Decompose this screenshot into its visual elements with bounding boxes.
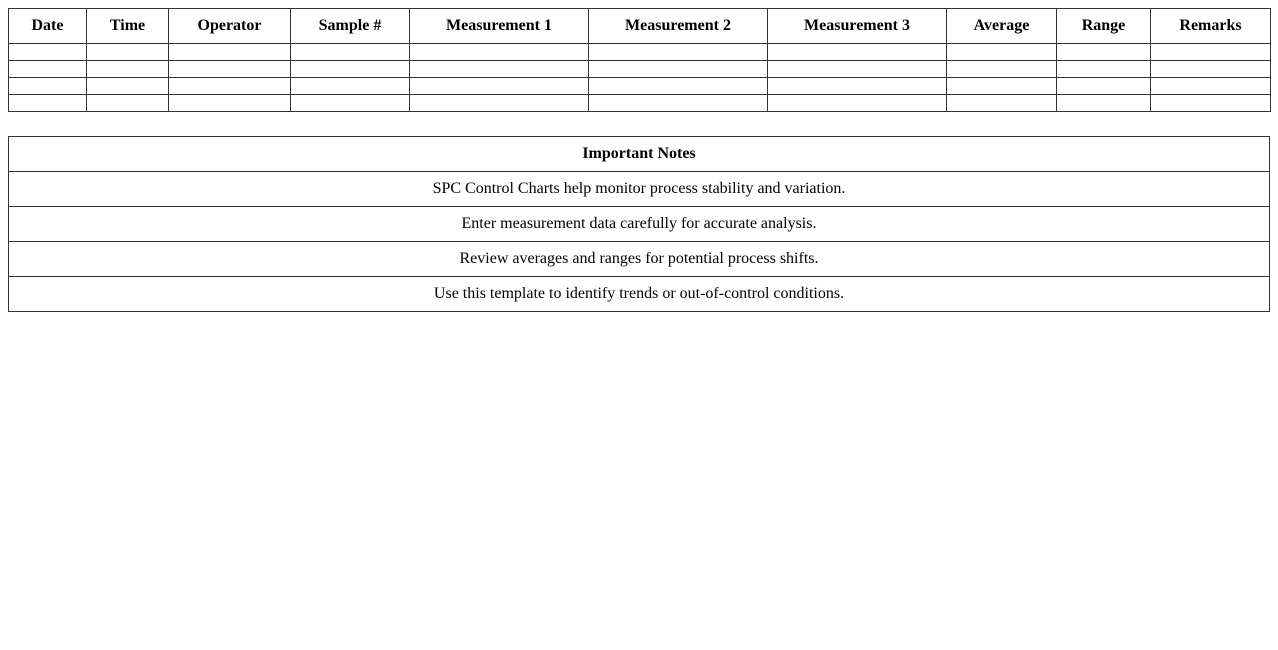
table-cell[interactable] (410, 78, 589, 95)
note-text: Use this template to identify trends or out-of-control conditions. (9, 277, 1270, 312)
table-cell[interactable] (947, 44, 1057, 61)
table-cell[interactable] (87, 44, 169, 61)
note-text: SPC Control Charts help monitor process stability and variation. (9, 172, 1270, 207)
table-cell[interactable] (589, 44, 768, 61)
table-cell[interactable] (768, 44, 947, 61)
table-cell[interactable] (1057, 78, 1151, 95)
note-row (9, 207, 1270, 242)
table-cell[interactable] (291, 61, 410, 78)
table-row (9, 61, 1271, 78)
table-cell[interactable] (9, 44, 87, 61)
table-cell[interactable] (410, 61, 589, 78)
table-header-row (9, 9, 1271, 44)
table-cell[interactable] (410, 44, 589, 61)
table-cell[interactable] (9, 61, 87, 78)
note-row (9, 277, 1270, 312)
column-header-operator: Operator (169, 9, 291, 44)
table-cell[interactable] (87, 61, 169, 78)
table-row (9, 95, 1271, 112)
note-row (9, 242, 1270, 277)
table-cell[interactable] (768, 61, 947, 78)
table-cell[interactable] (1057, 44, 1151, 61)
table-cell[interactable] (589, 61, 768, 78)
notes-title: Important Notes (9, 137, 1270, 172)
column-header-range: Range (1057, 9, 1151, 44)
table-cell[interactable] (1151, 44, 1271, 61)
table-cell[interactable] (9, 95, 87, 112)
note-text: Enter measurement data carefully for accurate analysis. (9, 207, 1270, 242)
table-cell[interactable] (589, 95, 768, 112)
measurement-log-table (8, 8, 1271, 112)
note-row (9, 172, 1270, 207)
table-cell[interactable] (291, 78, 410, 95)
table-cell[interactable] (1151, 61, 1271, 78)
table-cell[interactable] (87, 78, 169, 95)
table-cell[interactable] (947, 61, 1057, 78)
table-cell[interactable] (169, 95, 291, 112)
table-cell[interactable] (87, 95, 169, 112)
notes-header-row (9, 137, 1270, 172)
table-cell[interactable] (291, 44, 410, 61)
table-cell[interactable] (768, 78, 947, 95)
column-header-average: Average (947, 9, 1057, 44)
table-cell[interactable] (169, 61, 291, 78)
table-cell[interactable] (589, 78, 768, 95)
note-text: Review averages and ranges for potential process shifts. (9, 242, 1270, 277)
column-header-measurement-2: Measurement 2 (589, 9, 768, 44)
table-cell[interactable] (1151, 78, 1271, 95)
table-cell[interactable] (1057, 95, 1151, 112)
column-header-date: Date (9, 9, 87, 44)
column-header-measurement-1: Measurement 1 (410, 9, 589, 44)
table-row (9, 44, 1271, 61)
table-cell[interactable] (169, 44, 291, 61)
table-cell[interactable] (9, 78, 87, 95)
table-cell[interactable] (1057, 61, 1151, 78)
table-cell[interactable] (410, 95, 589, 112)
table-cell[interactable] (169, 78, 291, 95)
column-header-sample-number: Sample # (291, 9, 410, 44)
table-cell[interactable] (947, 78, 1057, 95)
important-notes-table (8, 136, 1270, 312)
table-cell[interactable] (768, 95, 947, 112)
table-cell[interactable] (1151, 95, 1271, 112)
table-cell[interactable] (291, 95, 410, 112)
column-header-time: Time (87, 9, 169, 44)
column-header-remarks: Remarks (1151, 9, 1271, 44)
table-cell[interactable] (947, 95, 1057, 112)
table-row (9, 78, 1271, 95)
column-header-measurement-3: Measurement 3 (768, 9, 947, 44)
